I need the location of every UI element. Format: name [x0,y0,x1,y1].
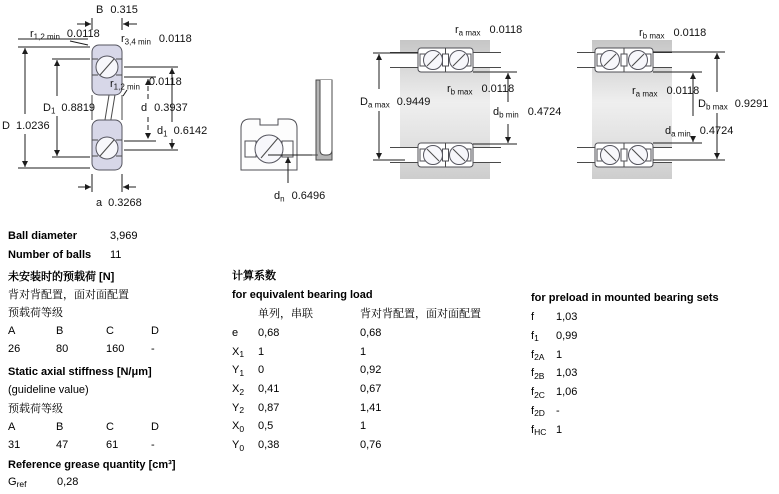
preload-title: 未安装时的预载荷 [N] [8,271,115,283]
bearing-body [92,45,122,170]
dim-a-label: a 0.3268 [96,197,142,209]
dim-db-label: $d_{b min}$ 0.4724 [493,106,562,120]
factor-value: 1,03 [556,367,578,380]
factor-value-2: 1 [360,345,367,358]
factor-label: $X_0$ [232,420,245,434]
ball-diameter-value: 3,969 [110,230,138,242]
factor-label: $f_{2D}$ [531,404,545,419]
factor-value-2: 0,76 [360,439,382,452]
factor-label: $f_1$ [531,329,539,344]
col-header: D [151,325,159,337]
preload-factor-row-f2c [531,383,779,402]
preload-factor-row-f2a [531,346,779,365]
factor-label: f [531,311,535,323]
factor-value-1: 0,5 [258,420,274,433]
col-header: D [151,420,159,433]
factor-label: e [232,327,239,339]
factor-row-y2 [232,399,537,418]
ball-diameter-row [8,227,226,246]
preload-factors-panel [531,289,779,440]
factor-value-2: 0,92 [360,364,382,377]
seal-cross-section [307,80,332,160]
factor-row-e [232,324,537,343]
dim-Db-label: $D_{b max}$ 0.9291 [698,98,769,112]
dim-Da-label: $D_{a max}$ 0.9449 [360,96,431,110]
stiffness-guideline-note: (guideline value) [8,384,89,396]
factor-label: $f_{HC}$ [531,423,547,438]
factor-value: 1 [556,423,563,436]
mounted-set-diagram-right [577,14,779,209]
cell-value: 80 [56,343,69,355]
cell-value: 26 [8,343,21,355]
factor-value-1: 0,41 [258,383,280,396]
specs-panel [8,227,226,490]
factor-row-y1 [232,361,537,380]
dim-dn-label: $d_n$ 0.6496 [274,190,326,204]
factor-value-1: 0 [258,364,265,377]
factor-value-2: 1,41 [360,401,382,414]
number-of-balls-row [8,246,226,265]
cell-value: 160 [106,343,125,355]
dim-d-label: d 0.3937 [141,102,188,114]
dim-r12-mid-label: $r_{1,2 min}$ 0.0118 [110,76,182,92]
col-header: B [56,420,64,433]
empty-cell [232,305,258,324]
cell-value: 31 [8,438,21,451]
factor-label: $f_{2B}$ [531,367,545,381]
grease-title: Reference grease quantity [cm³] [8,458,176,471]
grease-value: 0,28 [57,475,79,488]
preload-arrangement-note: 背对背配置，面对面配置 [8,289,129,301]
single-tandem-header: 单列，串联 [258,308,313,320]
arrangement-header: 背对背配置，面对面配置 [360,308,481,320]
factor-label: $Y_2$ [232,401,245,416]
grease-label: $G_{ref}$ [8,475,27,489]
mounted-set-diagram-left [355,14,580,209]
preload-values-row [8,340,226,358]
ball-diameter-label: Ball diameter [8,230,78,242]
dim-D-label: D 1.0236 [2,120,50,132]
factor-value: 1 [556,348,563,361]
dim-B-label: B 0.315 [96,4,138,16]
dimension-B [77,4,138,30]
factor-value-2: 1 [360,420,367,433]
factor-label: $f_{2C}$ [531,386,545,400]
factor-row-x2 [232,380,537,399]
cell-value: - [151,438,155,451]
bearing-shoulder-detail-diagram [238,68,368,210]
factor-label: $X_1$ [232,345,245,360]
factor-label: $Y_0$ [232,439,245,453]
factor-label: $X_2$ [232,383,245,397]
stiffness-values-row [8,436,226,454]
dim-rb-label: $r_{b max}$ 0.0118 [639,27,707,41]
factor-row-x1 [232,343,537,362]
factor-value: 1,06 [556,386,578,399]
calculation-factors-panel [232,266,537,455]
preload-factor-row-f2b [531,364,779,383]
factor-row-x0 [232,417,537,436]
col-header: A [8,325,16,337]
preload-factor-row-f2d [531,402,779,421]
number-of-balls-label: Number of balls [8,249,92,261]
preload-factor-row-f1 [531,327,779,346]
dim-ra-label: $r_{a max}$ 0.0118 [455,24,523,38]
preload-factor-row-f [531,308,779,327]
cell-value: 47 [56,438,69,451]
dim-da-label: $d_{a min}$ 0.4724 [665,125,734,139]
dimension-D1 [43,59,95,157]
dim-rb-label: $r_{b max}$ 0.0118 [447,83,515,97]
factor-value: 0,99 [556,329,578,342]
cell-value: 61 [106,438,119,451]
factors-header-row [232,305,537,324]
preload-class-note: 预载荷等级 [8,307,63,319]
factors-title: 计算系数 [232,270,276,282]
stiffness-title: Static axial stiffness [N/μm] [8,366,152,378]
preload-header-row [8,322,226,340]
dim-D1-label: $D_1$ 0.8819 [43,102,96,116]
col-header: A [8,420,16,433]
dimension-a [78,174,142,209]
col-header: C [106,420,114,433]
dimension-r34 [121,33,192,47]
bearing-cross-section-diagram [0,0,232,220]
stiffness-header-row [8,418,226,436]
dim-ra-label: $r_{a max}$ 0.0118 [632,85,700,99]
factor-value-1: 0,38 [258,439,280,452]
dimension-ra-max [455,24,522,38]
factor-label: $f_{2A}$ [531,348,545,363]
dim-r34-label: $r_{3,4 min}$ 0.0118 [121,33,192,47]
stiffness-class-note: 预载荷等级 [8,402,63,415]
grease-row [8,474,226,490]
preload-factors-title: for preload in mounted bearing sets [531,292,719,304]
bearing-corner-section [241,119,297,170]
cell-value: - [151,343,155,355]
factor-value-2: 0,67 [360,383,382,396]
factor-label: $Y_1$ [232,364,245,378]
col-header: B [56,325,64,337]
preload-factor-row-fhc [531,421,779,440]
dim-r12-top-label: $r_{1,2 min}$ 0.0118 [30,28,100,42]
factor-value-1: 0,68 [258,327,280,339]
dimension-rb-max [639,27,706,41]
factors-subtitle: for equivalent bearing load [232,289,373,301]
factor-value: - [556,404,560,417]
dimension-r12-top [30,28,100,45]
factor-row-y0 [232,436,537,455]
number-of-balls-value: 11 [110,249,122,261]
factor-value: 1,03 [556,311,578,323]
col-header: C [106,325,114,337]
dim-d1-label: $d_1$ 0.6142 [157,125,208,139]
factor-value-1: 1 [258,345,265,358]
factor-value-1: 0,87 [258,401,280,414]
factor-value-2: 0,68 [360,327,382,339]
